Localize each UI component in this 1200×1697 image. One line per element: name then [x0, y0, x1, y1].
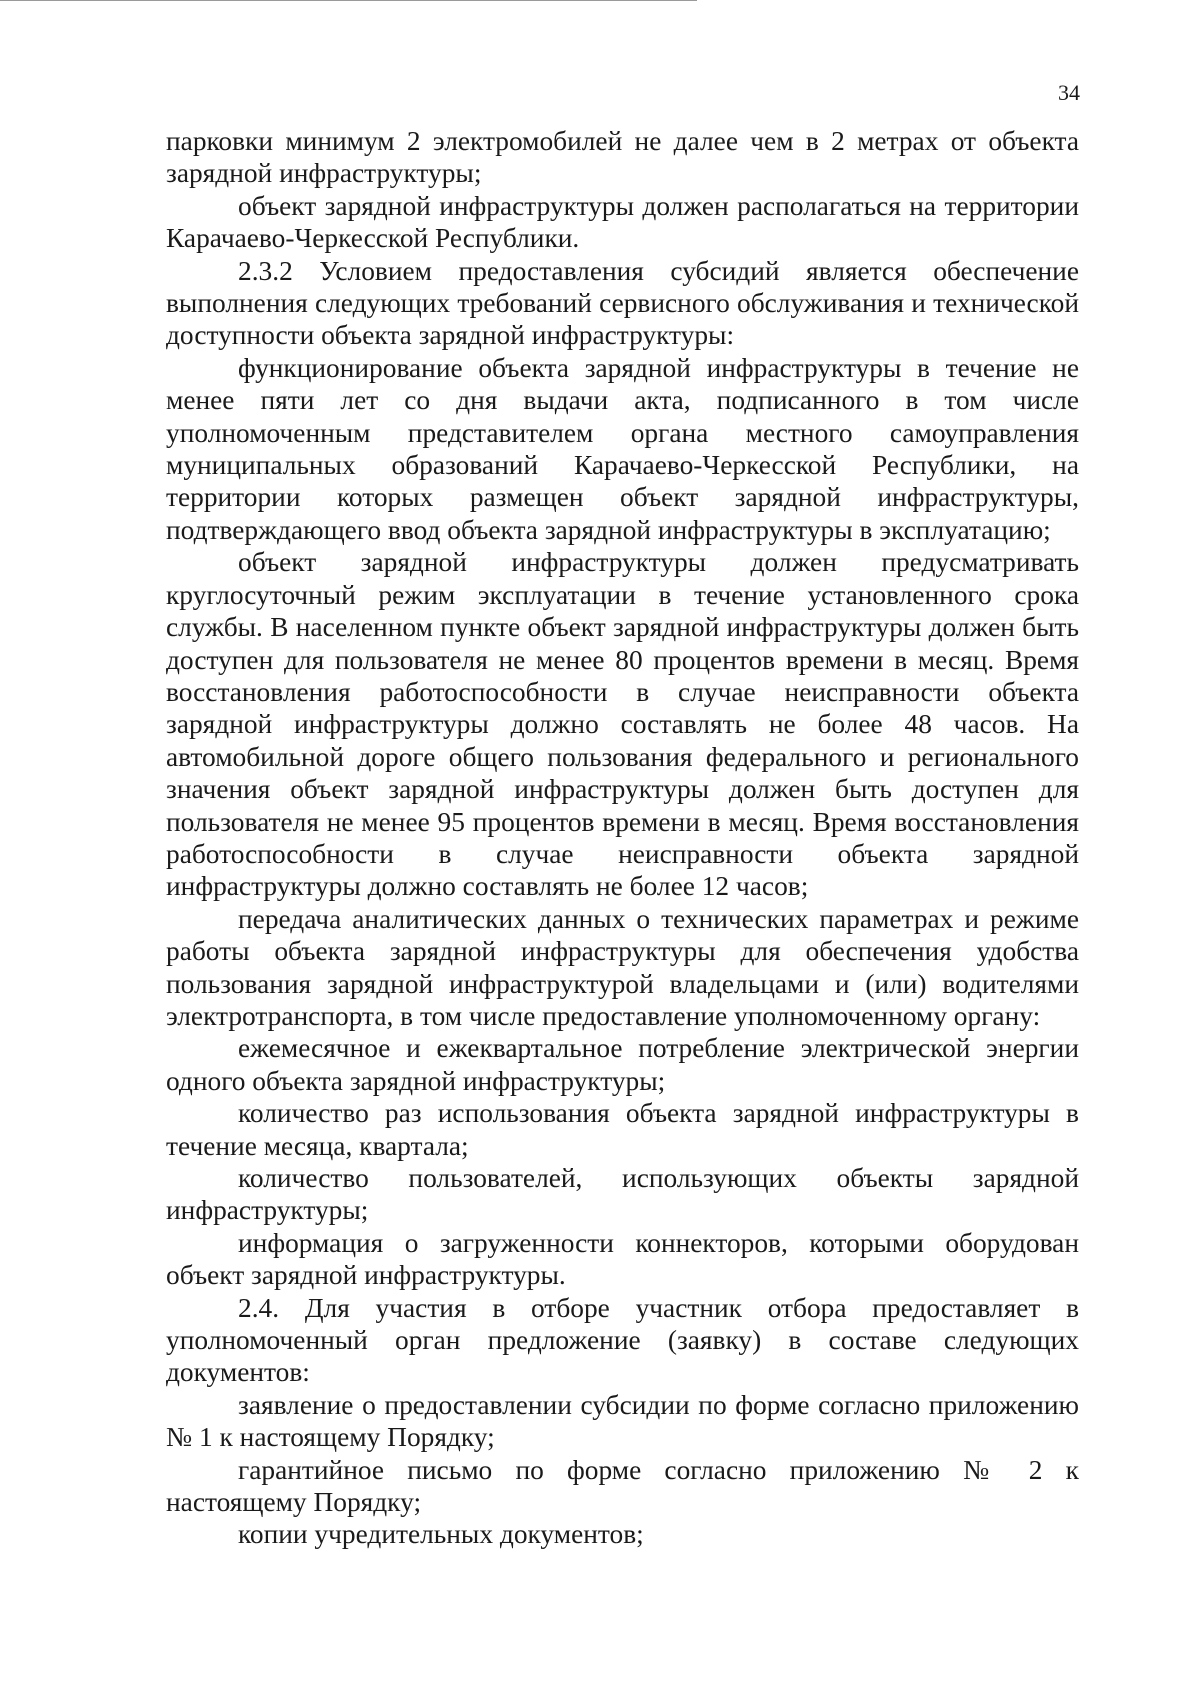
paragraph-territory: объект зарядной инфраструктуры должен располагаться на территории Карачаево-Черкесской Республики. [166, 190, 1079, 254]
paragraph-connector-load: информация о загруженности коннекторов, которыми оборудован объект зарядной инфраструктуры. [166, 1227, 1079, 1291]
paragraph-2-3-2: 2.3.2 Условием предоставления субсидий является обеспечение выполнения следующих требований сервисного обслуживания и технической доступности объекта зарядной инфраструктуры: [166, 255, 1079, 351]
document-body [166, 125, 1079, 1551]
paragraph-availability: объект зарядной инфраструктуры должен предусматривать круглосуточный режим эксплуатации в течение установленного срока службы. В населенном пункте объект зарядной инфраструктуры должен быть доступен для пользователя не менее 80 процентов времени в месяц. Время восстановления работоспособности в случае неисправности объекта зарядной инфраструктуры должно составлять не более 48 часов. На автомобильной дороге общего пользования федерального и регионального значения объект зарядной инфраструктуры должен быть доступен для пользователя не менее 95 процентов времени в месяц. Время восстановления работоспособности в случае неисправности объекта зарядной инфраструктуры должно составлять не более 12 часов; [166, 547, 1079, 902]
paragraph-2-4: 2.4. Для участия в отборе участник отбора предоставляет в уполномоченный орган предложение (заявку) в составе следующих документов: [166, 1292, 1079, 1388]
scan-edge-line [0, 0, 697, 1]
paragraph-users-count: количество пользователей, использующих объекты зарядной инфраструктуры; [166, 1163, 1079, 1226]
paragraph-application: заявление о предоставлении субсидии по форме согласно приложению № 1 к настоящему Порядку; [166, 1389, 1079, 1453]
page-number: 34 [1058, 80, 1080, 105]
paragraph-operation-term: функционирование объекта зарядной инфраструктуры в течение не менее пяти лет со дня выдачи акта, подписанного в том числе уполномоченным представителем органа местного самоуправления муниципальных образований Карачаево-Черкесской Республики, на территории которых размещен объект зарядной инфраструктуры, подтверждающего ввод объекта зарядной инфраструктуры в эксплуатацию; [166, 352, 1079, 545]
paragraph-founding-documents: копии учредительных документов; [238, 1519, 644, 1550]
paragraph-usage-count: количество раз использования объекта зарядной инфраструктуры в течение месяца, квартала; [166, 1098, 1079, 1161]
paragraph-guarantee-letter: гарантийное письмо по форме согласно приложению № 2 к настоящему Порядку; [166, 1454, 1079, 1518]
paragraph-analytics-transfer: передача аналитических данных о технических параметрах и режиме работы объекта зарядной инфраструктуры для обеспечения удобства пользования зарядной инфраструктурой владельцами и (или) водителями электротранспорта, в том числе предоставление уполномоченному органу: [166, 903, 1079, 1031]
paragraph-parking-continuation: парковки минимум 2 электромобилей не далее чем в 2 метрах от объекта зарядной инфраструктуры; [166, 126, 1079, 189]
paragraph-energy-consumption: ежемесячное и ежеквартальное потребление электрической энергии одного объекта зарядной инфраструктуры; [166, 1033, 1079, 1096]
